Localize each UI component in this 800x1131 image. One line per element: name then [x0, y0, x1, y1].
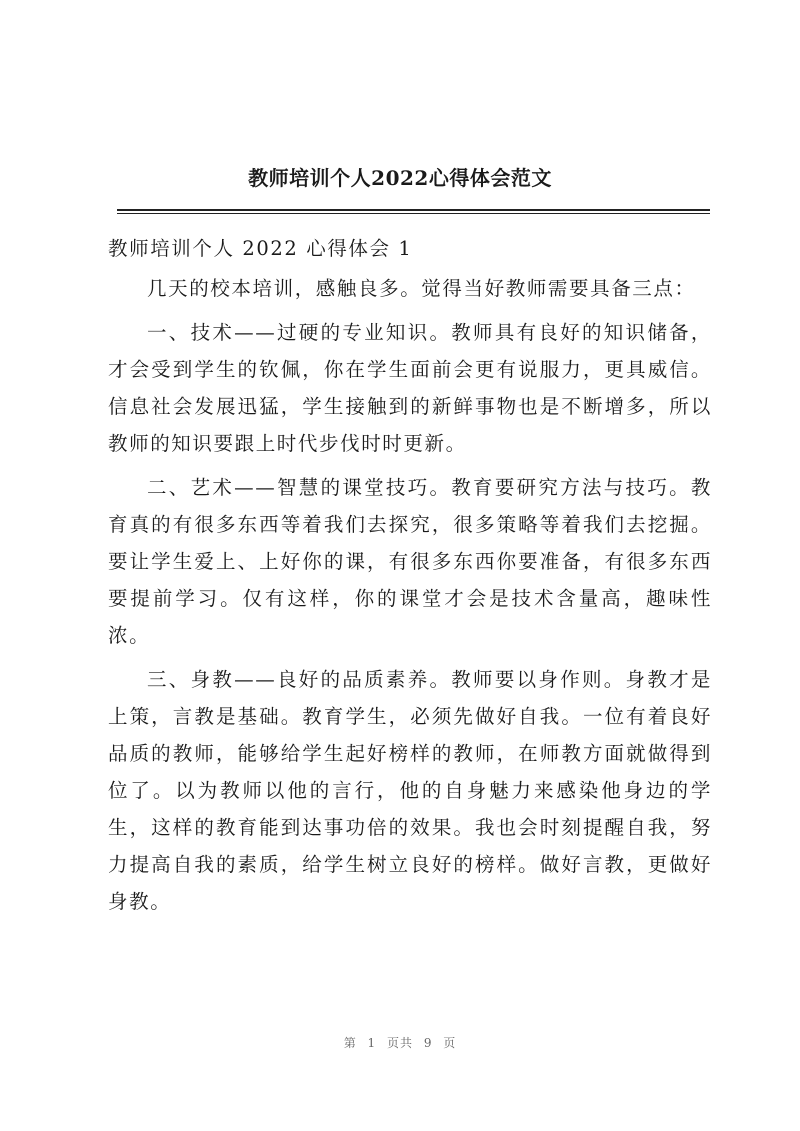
- title-divider: [117, 209, 710, 214]
- paragraph-example: 三、身教——良好的品质素养。教师要以身作则。身教才是上策，言教是基础。教育学生，必须先做好自我。一位有着良好品质的教师，能够给学生起好榜样的教师，在师教方面就做得到位了。以为教师以他的言行，他的自身魅力来感染他身边的学生，这样的教育能到达事功倍的效果。我也会时刻提醒自我，努力提高自我的素质，给学生树立良好的榜样。做好言教，更做好身教。: [108, 668, 712, 913]
- paragraph-art: 二、艺术——智慧的课堂技巧。教育要研究方法与技巧。教育真的有很多东西等着我们去探究，很多策略等着我们去挖掘。要让学生爱上、上好你的课，有很多东西你要准备，有很多东西要提前学习。仅有这样，你的课堂才会是技术含量高，趣味性浓。: [108, 476, 712, 647]
- page-number-footer: 第 1 页共 9 页: [343, 1036, 457, 1050]
- document-title: 教师培训个人2022心得体会范文: [248, 166, 552, 190]
- document-body: [108, 230, 712, 920]
- paragraph-technique: 一、技术——过硬的专业知识。教师具有良好的知识储备，才会受到学生的钦佩，你在学生面前会更有说服力，更具威信。信息社会发展迅猛，学生接触到的新鲜事物也是不断增多，所以教师的知识要跟上时代步伐时时更新。: [108, 321, 712, 455]
- section-heading: 教师培训个人 2022 心得体会 1: [108, 237, 413, 260]
- paragraph-intro: 几天的校本培训，感触良多。觉得当好教师需要具备三点：: [147, 277, 696, 300]
